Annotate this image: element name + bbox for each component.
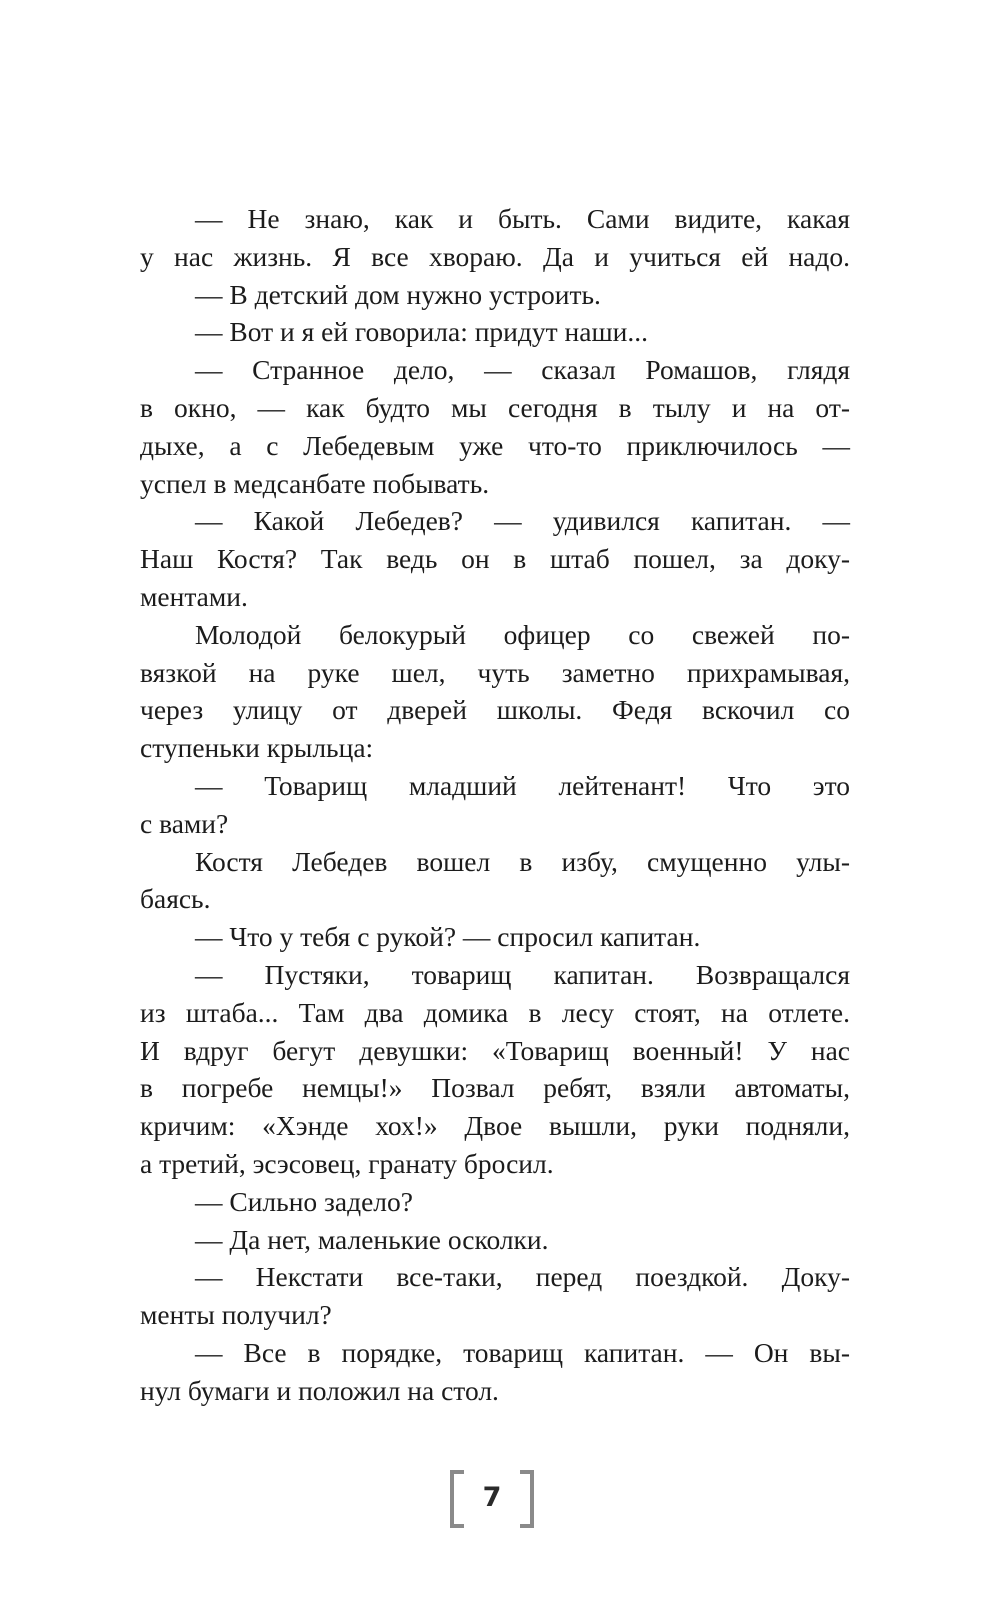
text-line: Костя Лебедев вошел в избу, смущенно улы- [195,845,850,877]
text-line: — Что у тебя с рукой? — спросил капитан. [195,921,701,953]
text-line: а третий, эсэсовец, гранату бросил. [140,1147,554,1179]
text-line: Молодой белокурый офицер со свежей по- [195,618,850,650]
text-line: с вами? [140,807,229,839]
text-line: через улицу от дверей школы. Федя вскочил со [140,694,850,726]
text-line: нул бумаги и положил на стол. [140,1374,499,1406]
text-line: ментами. [140,580,248,612]
text-line: — Товарищ младший лейтенант! Что это [195,769,850,801]
text-line: менты получил? [140,1299,332,1331]
text-line: у нас жизнь. Я все хвораю. Да и учиться ей надо. [140,240,850,272]
right-bracket-icon [520,1470,534,1528]
text-line: в окно, — как будто мы сегодня в тылу и на от- [140,391,850,423]
page-number-folio [450,1470,534,1528]
text-line: баясь. [140,883,211,915]
text-line: ступеньки крыльца: [140,732,374,764]
text-line: — Не знаю, как и быть. Сами видите, какая [195,203,850,234]
text-line: — Да нет, маленькие осколки. [195,1223,549,1255]
text-line: — Сильно задело? [195,1185,413,1217]
text-line: вязкой на руке шел, чуть заметно прихрамывая, [140,656,850,688]
text-line: дыхе, а с Лебедевым уже что-то приключилось — [140,429,850,461]
text-line: из штаба... Там два домика в лесу стоят, на отлете. [140,996,850,1028]
text-line: — Какой Лебедев? — удивился капитан. — [195,505,850,537]
text-line: — Все в порядке, товарищ капитан. — Он вы- [195,1336,850,1368]
text-line: успел в медсанбате побывать. [140,467,490,499]
body-text [140,200,850,1410]
text-line: Наш Костя? Так ведь он в штаб пошел, за доку- [140,543,850,575]
text-line: кричим: «Хэнде хох!» Двое вышли, руки подняли, [140,1110,850,1142]
page-number: 7 [482,1482,502,1513]
text-line: — В детский дом нужно устроить. [195,278,601,310]
text-line: — Некстати все-таки, перед поездкой. Доку- [195,1261,850,1293]
text-line: — Пустяки, товарищ капитан. Возвращался [195,958,850,990]
text-line: в погребе немцы!» Позвал ребят, взяли автоматы, [140,1072,850,1104]
text-line: — Странное дело, — сказал Ромашов, глядя [195,354,850,386]
text-line: И вдруг бегут девушки: «Товарищ военный! У нас [140,1034,850,1066]
text-line: — Вот и я ей говорила: придут наши... [195,316,648,348]
